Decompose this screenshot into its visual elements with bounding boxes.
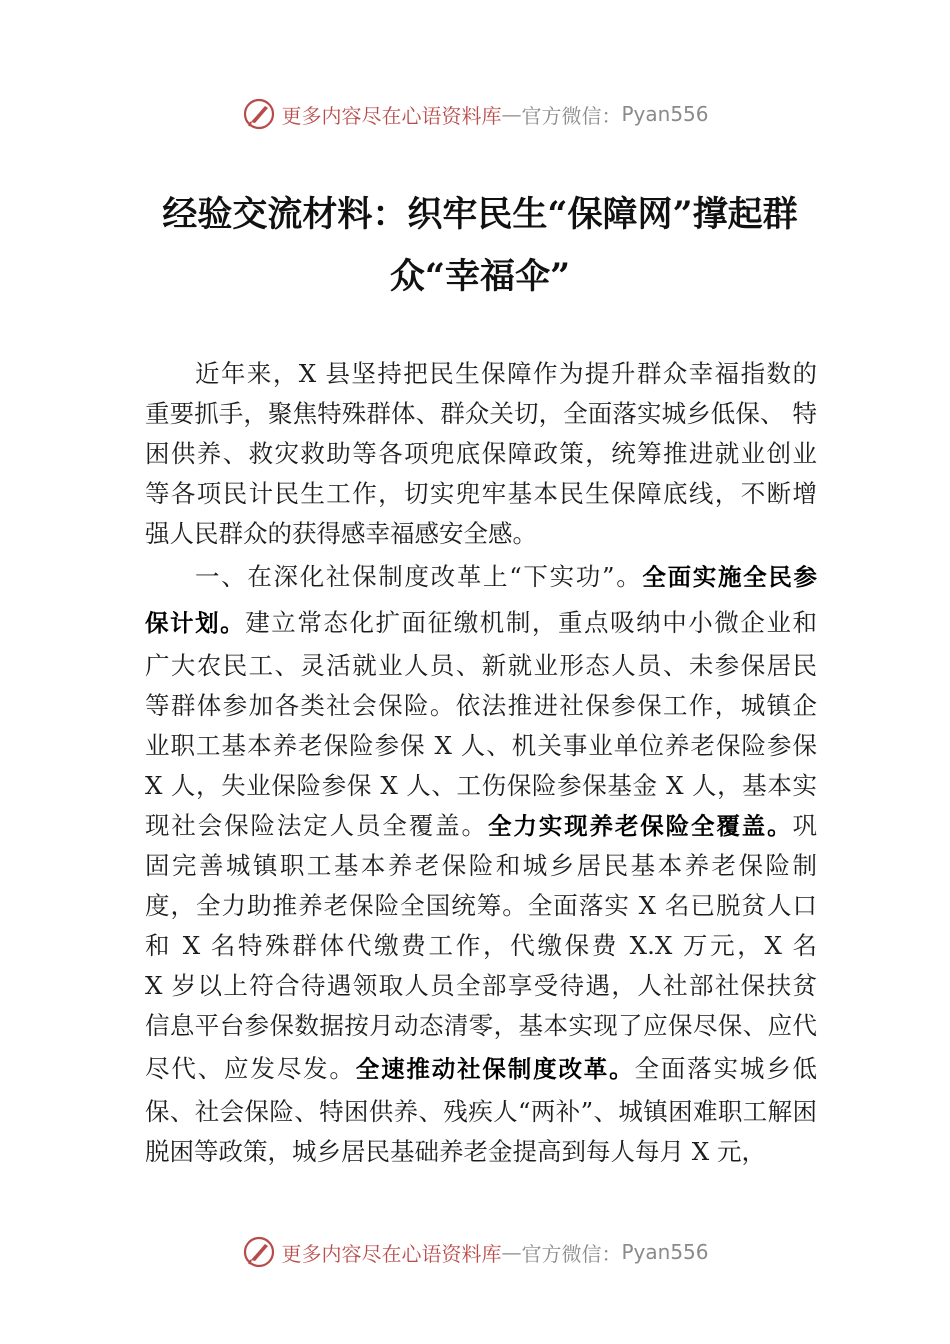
paragraph-2-line: 固完善城镇职工基本养老保险和城乡居民基本养老保险制 <box>145 851 817 880</box>
watermark-wechat-id: Pyan556 <box>621 1240 709 1264</box>
paragraph-2-line: 脱困等政策，城乡居民基础养老金提高到每人每月 X 元， <box>145 1137 767 1166</box>
paragraph-2-text: 尽代、应发尽发。 <box>145 1054 356 1083</box>
paragraph-1-line: 等各项民计民生工作，切实兜牢基本民生保障底线，不断增 <box>145 479 817 508</box>
paragraph-2-line: 广大农民工、灵活就业人员、新就业形态人员、未参保居民 <box>145 651 817 680</box>
paragraph-1-line: 重要抓手，聚焦特殊群体、群众关切，全面落实城乡低保、 特 <box>145 399 817 428</box>
watermark-site-text: 更多内容尽在心语资料库 <box>281 103 502 128</box>
paragraph-2-line: 保、社会保险、特困供养、残疾人“两补”、城镇困难职工解困 <box>145 1097 817 1126</box>
bold-heading-3: 全速推动社保制度改革。 <box>355 1055 635 1083</box>
paragraph-2-line: X 岁以上符合待遇领取人员全部享受待遇，人社部社保扶贫 <box>145 971 817 1000</box>
paragraph-2-line: 度，全力助推养老保险全国统筹。全面落实 X 名已脱贫人口 <box>145 891 817 920</box>
paragraph-2-line: X 人，失业保险参保 X 人、工伤保险参保基金 X 人，基本实 <box>145 771 817 800</box>
watermark-header <box>0 94 950 134</box>
title-line-1: 经验交流材料：织牢民生“保障网”撑起群 <box>162 194 798 235</box>
paragraph-2-text: 巩 <box>792 811 818 840</box>
watermark-site-text: 更多内容尽在心语资料库 <box>281 1241 502 1266</box>
quill-logo-icon <box>241 1234 277 1270</box>
paragraph-2-text: 建立常态化扩面征缴机制，重点吸纳中小微企业和 <box>245 608 818 637</box>
paragraph-2-line: 和 X 名特殊群体代缴费工作，代缴保费 X.X 万元，X 名 <box>145 931 817 960</box>
paragraph-2-line <box>145 1046 817 1092</box>
quill-logo-icon <box>241 96 277 132</box>
bold-heading-1a: 全面实施全民参 <box>642 563 817 591</box>
section-heading: 一、在深化社保制度改革上“下实功”。 <box>195 562 643 591</box>
paragraph-2-line <box>145 600 817 646</box>
paragraph-2-line: 等群体参加各类社会保险。依法推进社保参保工作，城镇企 <box>145 691 817 720</box>
title-line-2: 众“幸福伞” <box>389 256 571 297</box>
document-title <box>150 184 810 308</box>
watermark-separator: — <box>501 102 522 126</box>
paragraph-2-text: 现社会保险法定人员全覆盖。 <box>145 811 488 840</box>
document-body <box>145 354 817 1172</box>
watermark-wechat-label: 官方微信： <box>521 1241 622 1266</box>
watermark-wechat-id: Pyan556 <box>621 102 709 126</box>
watermark-separator: — <box>501 1240 522 1264</box>
paragraph-2-line: 业职工基本养老保险参保 X 人、机关事业单位养老保险参保 <box>145 731 817 760</box>
paragraph-2-line <box>145 806 817 846</box>
paragraph-2-line: 信息平台参保数据按月动态清零，基本实现了应保尽保、应代 <box>145 1011 817 1040</box>
paragraph-1-line: 强人民群众的获得感幸福感安全感。 <box>145 519 537 548</box>
paragraph-2-text: 全面落实城乡低 <box>634 1054 818 1083</box>
paragraph-1-line: 困供养、救灾救助等各项兜底保障政策，统筹推进就业创业 <box>145 439 817 468</box>
bold-heading-2: 全力实现养老保险全覆盖。 <box>487 812 793 840</box>
paragraph-2-line <box>145 554 817 600</box>
watermark-footer <box>0 1232 950 1272</box>
watermark-wechat-label: 官方微信： <box>521 103 622 128</box>
paragraph-1-line: 近年来，X 县坚持把民生保障作为提升群众幸福指数的 <box>195 359 817 388</box>
bold-heading-1b: 保计划。 <box>145 609 246 637</box>
